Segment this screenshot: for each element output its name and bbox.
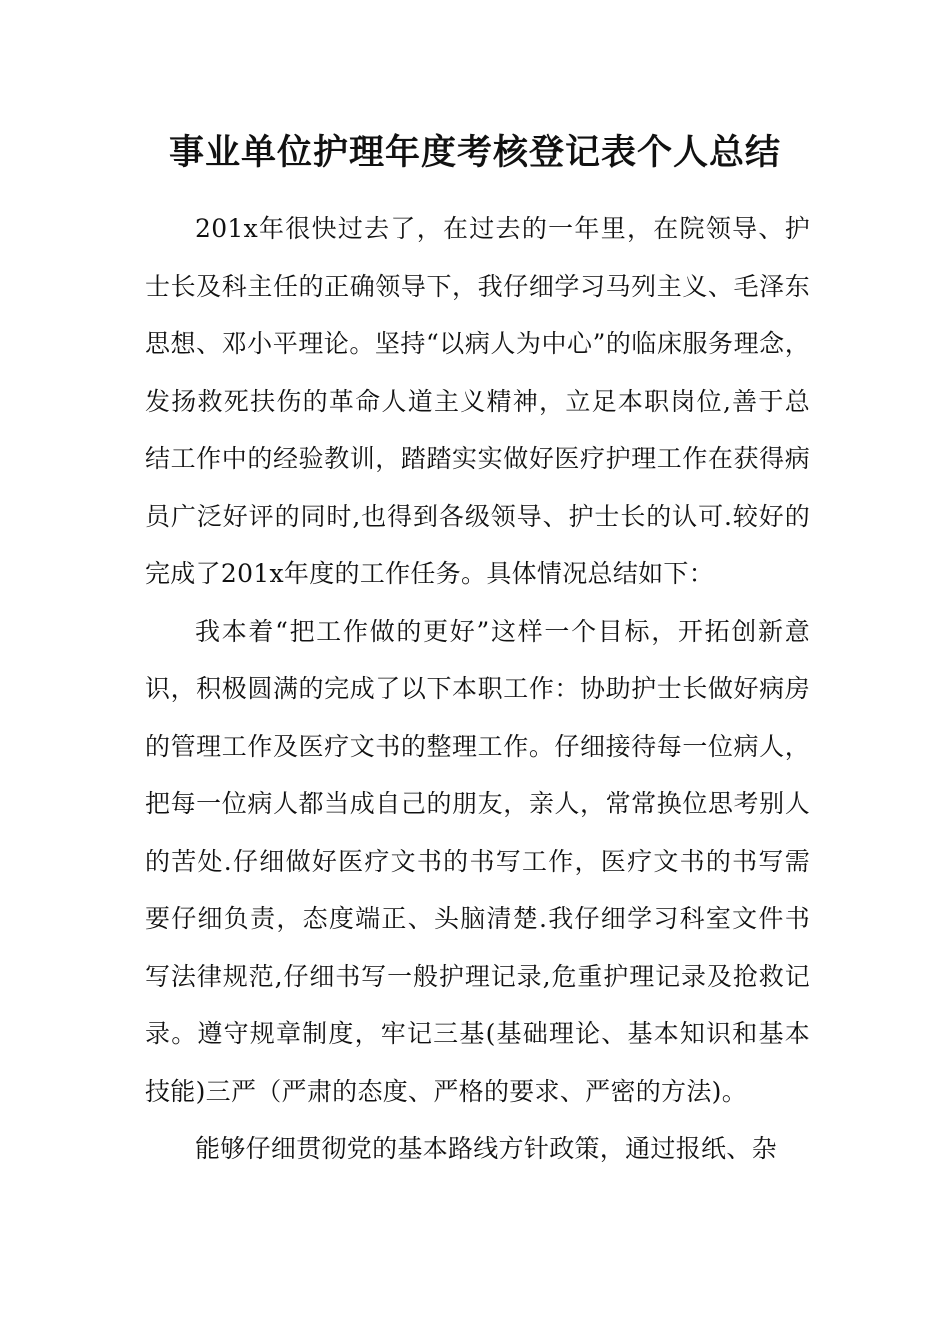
document-title: 事业单位护理年度考核登记表个人总结 (168, 132, 781, 173)
paragraph-2: 我本着“把工作做的更好”这样一个目标，开拓创新意识，积极圆满的完成了以下本职工作：协助护士长做好病房的管理工作及医疗文书的整理工作。仔细接待每一位病人，把每一位病人都当成自己的朋友，亲人，常常换位思考别人的苦处.仔细做好医疗文书的书写工作，医疗文书的书写需要仔细负责，态度端正、头脑清楚.我仔细学习科室文件书写法律规范,仔细书写一般护理记录,危重护理记录及抢救记录。遵守规章制度，牢记三基(基础理论、基本知识和基本技能)三严（严肃的态度、严格的要求、严密的方法)。 (145, 616, 810, 1106)
document-body (145, 200, 810, 1178)
paragraph-1: 201x年很快过去了，在过去的一年里，在院领导、护士长及科主任的正确领导下，我仔细学习马列主义、毛泽东思想、邓小平理论。坚持“以病人为中心”的临床服务理念，发扬救死扶伤的革命人道主义精神，立足本职岗位,善于总结工作中的经验教训，踏踏实实做好医疗护理工作在获得病员广泛好评的同时,也得到各级领导、护士长的认可.较好的完成了201x年度的工作任务。具体情况总结如下： (145, 214, 810, 588)
paragraph-3: 能够仔细贯彻党的基本路线方针政策，通过报纸、杂 (195, 1134, 777, 1163)
